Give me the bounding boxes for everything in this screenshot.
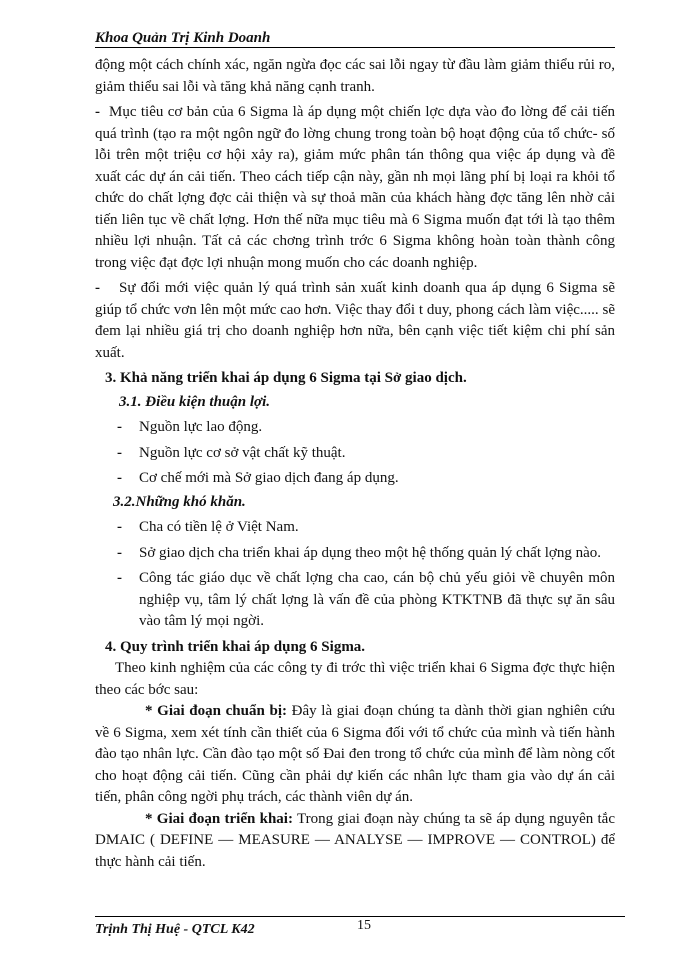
bullet-marker: - [117,470,122,486]
paragraph-preparation [95,701,615,809]
paragraph-innovation-text: Sự đổi mới việc quản lý quá trình sản xuất kinh doanh qua áp dụng 6 Sigma sẽ giúp tổ chức vơn lên một mức cao hơn. Việc thay đổi t duy, phong cách làm việc..... sẽ đem lại nhiều giá trị cho doanh nghiệp hơn nữa, bên cạnh việc tiết kiệm chi phí sản xuất. [95,280,615,361]
document-body [95,55,615,873]
list-item-text: Cha có tiền lệ ở Việt Nam. [139,519,299,535]
section-heading-4: 4. Quy trình triển khai áp dụng 6 Sigma. [105,638,366,655]
list-item [95,417,615,439]
list-item-text: Cơ chế mới mà Sở giao dịch đang áp dụng. [139,470,399,486]
paragraph-experience: Theo kinh nghiệm của các công ty đi trớc thì việc triển khai 6 Sigma đợc thực hiện theo các bớc sau: [95,660,615,698]
footer-divider [95,916,625,917]
list-item-text: Sở giao dịch cha triển khai áp dụng theo một hệ thống quản lý chất lợng nào. [139,544,602,561]
bullet-marker: - [117,544,122,561]
paragraph-deployment [95,809,615,874]
bullet-marker: - [117,519,122,535]
list-item [95,443,615,465]
preparation-text: Đây là giai đoạn chúng ta dành thời gian nghiên cứu về 6 Sigma, xem xét tính cần thiết của 6 Sigma đối với tổ chức của mình và tiến hành đào tạo nhân lực. Cần đào tạo một số Đai đen trong tổ chức của mình để làm nòng cốt cho hoạt động cải tiến. Cũng cần phải dự kiến các nhân lực tham gia vào dự án cải tiến, phân công ngời phụ trách, các thành viên dự án. [95,703,615,805]
bullet-marker: - [117,570,122,586]
deployment-text: Trong giai đoạn này chúng ta sẽ áp dụng nguyên tắc DMAIC ( DEFINE — MEASURE — ANALYSE — IMPROVE — CONTROL) để thực hành cải tiến. [95,810,615,870]
list-item [95,517,615,539]
dash-marker: - [95,280,100,296]
paragraph-objectives-text: Mục tiêu cơ bản của 6 Sigma là áp dụng một chiến lợc dựa vào đo lờng để cải tiến quá trình (tạo ra một ngôn ngữ đo lờng chung trong toàn bộ hoạt động của tổ chức- số lỗi trên một triệu cơ hội xảy ra), giảm mức phân tán thông qua việc áp dụng và đề xuất các dự án cải tiến. Theo cách tiếp cận này, gần nh mọi lãng phí bị loại ra khỏi tổ chức do chất lợng đợc cải thiện và sự thoả mãn của khách hàng đợc tăng lên nhờ cải tiến liên tục về chất lợng. Hơn thế nữa mục tiêu mà 6 Sigma muốn đạt tới là tạo thêm nhiều lợi nhuận. Tất cả các chơng trình trớc 6 Sigma không hoàn toàn thành công trong việc đạt đợc lợi nhuận mong muốn cho các doanh nghiệp. [95,104,615,271]
subsection-heading-3-1: 3.1. Điều kiện thuận lợi. [119,393,270,410]
dash-marker: - [95,104,100,120]
deployment-label: * Giai đoạn triển khai: [145,810,293,827]
paragraph-innovation [95,278,615,364]
page-number: 15 [357,918,371,933]
list-item [95,468,615,490]
bullet-marker: - [117,444,122,461]
page-footer [95,916,625,946]
list-item-text: Nguồn lực lao động. [139,419,263,435]
bullet-marker: - [117,419,122,435]
preparation-label: * Giai đoạn chuẩn bị: [145,703,287,719]
subsection-heading-3-2: 3.2.Những khó khăn. [113,493,246,510]
section-heading-3: 3. Khả năng triển khai áp dụng 6 Sigma tại Sở giao dịch. [105,370,467,386]
list-item-text: Nguồn lực cơ sở vật chất kỹ thuật. [139,444,346,461]
list-item [95,543,615,565]
list-item-text: Công tác giáo dục về chất lợng cha cao, cán bộ chủ yếu giỏi về chuyên môn nghiệp vụ, tâm lý chất lợng là vấn đề của phòng KTKTNB đã thực sự ăn sâu vào tâm lý mọi ngời. [139,570,615,629]
page-header: Khoa Quản Trị Kinh Doanh [95,30,615,48]
paragraph-objectives [95,102,615,274]
footer-author: Trịnh Thị Huệ - QTCL K42 [95,922,255,937]
list-item [95,568,615,633]
paragraph-intro: động một cách chính xác, ngăn ngừa đọc các sai lỗi ngay từ đầu làm giảm thiểu rủi ro, giảm thiểu sai lỗi và tăng khả năng cạnh tranh. [95,57,615,95]
